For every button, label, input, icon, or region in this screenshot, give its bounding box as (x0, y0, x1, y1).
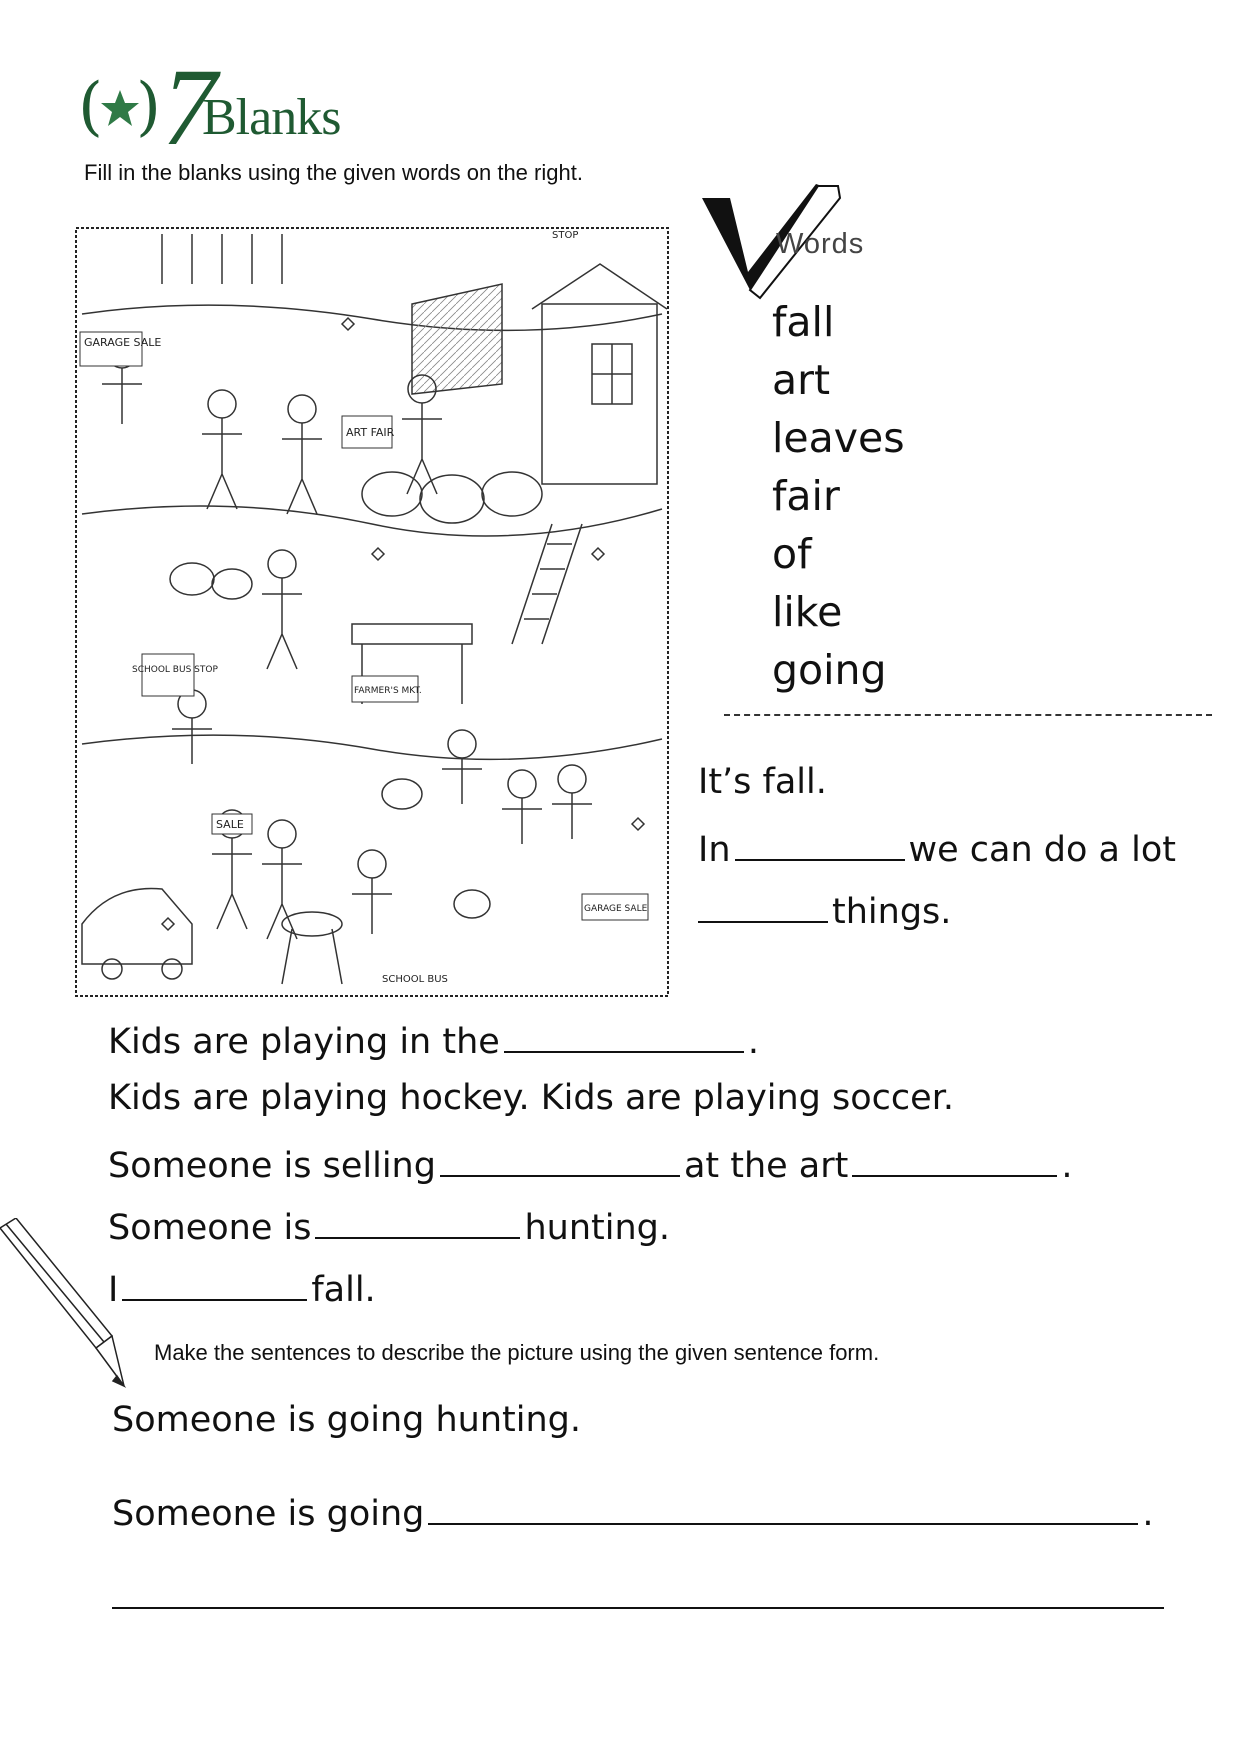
passage-line-1: It’s fall. (698, 762, 827, 802)
sign-school-bus-stop: SCHOOL BUS STOP (132, 665, 218, 675)
sentence-form-instruction: Make the sentences to describe the picture using the given sentence form. (154, 1340, 880, 1365)
logo-word: Blanks (202, 89, 341, 146)
word-item: fair (772, 472, 840, 520)
star-icon (100, 88, 140, 128)
sentence-2: Kids are playing hockey. Kids are playing soccer. (108, 1078, 954, 1118)
sentence-1-start: Kids are playing in the (108, 1022, 500, 1062)
sign-art-fair: ART FAIR (346, 426, 395, 439)
sentence-5-end: fall. (311, 1270, 376, 1310)
sentence-4-start: Someone is (108, 1208, 312, 1248)
blank-4[interactable] (440, 1140, 680, 1177)
sentence-4 (108, 1202, 670, 1248)
sentence-1 (108, 1016, 759, 1062)
sentence-3-end: . (1061, 1146, 1073, 1186)
sentence-5-start: I (108, 1270, 119, 1310)
sign-garage-sale-2: GARAGE SALE (584, 904, 648, 914)
passage-line-3 (698, 886, 951, 932)
logo-right-paren: ) (136, 70, 161, 144)
blank-6[interactable] (315, 1202, 520, 1239)
sentence-3-mid: at the art (683, 1146, 849, 1186)
passage-line-2-start: In (698, 830, 731, 870)
blank-5[interactable] (852, 1140, 1057, 1177)
blank-8[interactable] (428, 1488, 1138, 1525)
logo-left-paren: ( (78, 70, 103, 144)
example-sentence: Someone is going hunting. (112, 1400, 581, 1440)
logo-number: 7 (162, 46, 217, 168)
prompt-end: . (1142, 1494, 1154, 1534)
sentence-3 (108, 1140, 1073, 1186)
answer-line[interactable] (112, 1607, 1164, 1609)
dashed-divider (724, 714, 1212, 716)
passage-line-3-end: things. (832, 892, 952, 932)
sign-school-bus: SCHOOL BUS (382, 974, 448, 985)
sign-sale: SALE (216, 818, 244, 831)
word-item: going (772, 646, 887, 694)
word-item: art (772, 356, 831, 404)
word-item: fall (772, 298, 835, 346)
prompt-start: Someone is going (112, 1494, 425, 1534)
prompt-sentence (112, 1488, 1154, 1534)
sign-farmers-market: FARMER'S MKT. (354, 686, 422, 696)
sentence-3-start: Someone is selling (108, 1146, 436, 1186)
pencil-icon (0, 1218, 130, 1388)
passage-line-2 (698, 824, 1176, 870)
worksheet-logo (78, 46, 378, 168)
blank-7[interactable] (122, 1264, 307, 1301)
word-item: of (772, 530, 812, 578)
blank-1[interactable] (735, 824, 905, 861)
sentence-1-end: . (747, 1022, 759, 1062)
blank-2[interactable] (698, 886, 828, 923)
sentence-5 (108, 1264, 376, 1310)
fall-scene-illustration (72, 224, 672, 1000)
word-item: like (772, 588, 843, 636)
sentence-4-end: hunting. (524, 1208, 671, 1248)
sign-stop: STOP (552, 230, 579, 241)
word-item: leaves (772, 414, 905, 462)
blank-3[interactable] (504, 1016, 744, 1053)
words-title: Words (776, 228, 865, 260)
passage-line-2-end: we can do a lot (908, 830, 1176, 870)
fill-in-instruction: Fill in the blanks using the given words on the right. (84, 160, 583, 185)
sign-garage-sale: GARAGE SALE (84, 336, 162, 349)
